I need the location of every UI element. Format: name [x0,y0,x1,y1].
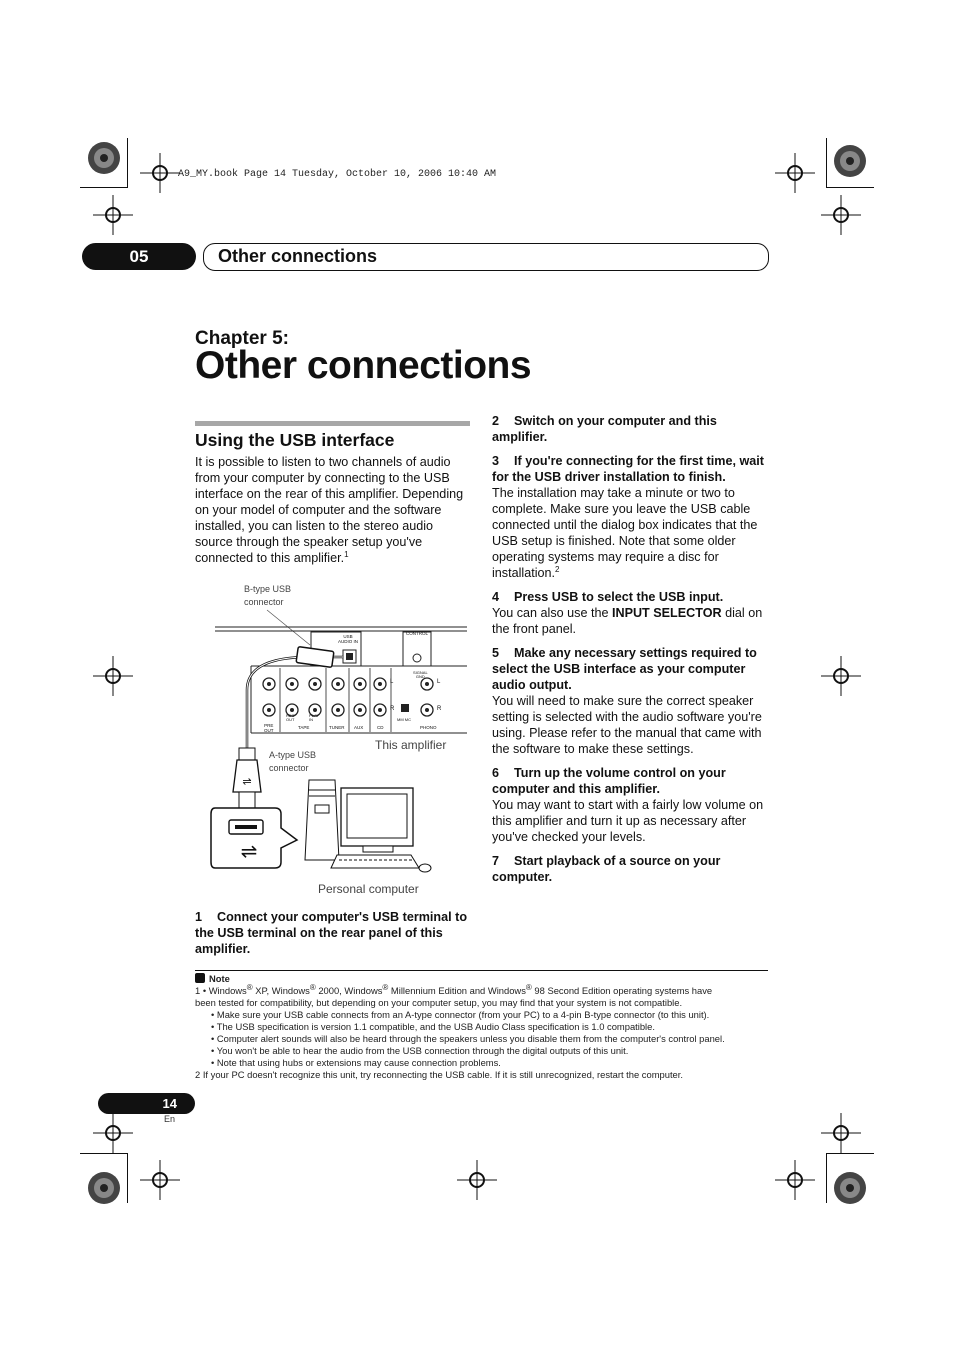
svg-text:⇌: ⇌ [242,775,252,788]
tape-label: TAPE [298,725,310,730]
channel-r-label: R [390,706,395,712]
note-label: Note [209,973,230,984]
crosshair-mark-icon [821,1113,861,1153]
step-number: 2 [492,414,500,428]
svg-text:⇌: ⇌ [240,839,258,863]
step-heading: Start playback of a source on your computer. [492,854,721,884]
crosshair-mark-icon [457,1160,497,1200]
note-pencil-icon [195,973,205,983]
phono-l-label: L [437,679,441,685]
registered-mark: ® [382,982,389,992]
footnote-ref: 1 [344,549,349,559]
step-number: 6 [492,766,500,780]
registered-mark: ® [525,982,532,992]
step-body: You can also use the [492,606,612,620]
step-2 [492,413,768,445]
step-heading: Connect your computer's USB terminal to the USB terminal on the rear panel of this amplifier. [195,910,468,956]
print-timestamp: A9_MY.book Page 14 Tuesday, October 10, 2006 10:40 AM [178,169,497,180]
step-heading: Turn up the volume control on your computer and this amplifier. [492,766,726,796]
step-number: 7 [492,854,500,868]
step-body: The installation may take a minute or two to complete. Make sure you leave the USB cable connected until the dialog box indicates that the USB setup is finished. Note that some older operating systems may require a disc for installation. [492,486,758,580]
registration-starburst-icon [86,1170,122,1206]
registered-mark: ® [246,982,253,992]
note-text: Millennium Edition and Windows [388,985,526,996]
step-number: 4 [492,590,500,604]
step-4-body [492,605,768,637]
crosshair-mark-icon [775,153,815,193]
rec-out-label: REC OUT [286,713,295,722]
btype-connector-label: B-type USB connector [244,584,292,607]
step-3-body [492,485,768,581]
page-number: 14 [162,1096,177,1111]
crosshair-mark-icon [140,153,180,193]
registration-starburst-icon [86,140,122,176]
computer-label: Personal computer [318,882,419,896]
mm-mc-label: MM MC [397,717,411,722]
registration-starburst-icon [832,143,868,179]
step-heading: Press USB to select the USB input. [514,590,724,604]
note-text: 2000, Windows [315,985,383,996]
phono-label: PHONO [420,725,437,730]
aux-label: AUX [354,725,364,730]
intro-paragraph [195,454,471,566]
registered-mark: ® [309,982,316,992]
step-heading: Switch on your computer and this amplifier. [492,414,717,444]
note-bullet: • Computer alert sounds will also be heard through the speakers unless you disable them from the computer's control panel. [211,1033,725,1044]
chapter-label: Chapter 5: [195,328,289,349]
crosshair-mark-icon [93,195,133,235]
note-bullet: • Make sure your USB cable connects from an A-type connector (from your PC) to a 4-pin B-type connector (to this unit). [211,1009,710,1020]
chapter-number-badge: 05 [82,243,196,270]
note-1-line-1 [195,982,768,997]
note-bullet: • The USB specification is version 1.1 compatible, and the USB Audio Class specification is 1.0 compatible. [211,1021,655,1032]
step-number: 1 [195,910,203,924]
page-title: Other connections [195,344,532,387]
note-text: 1 • Windows [195,985,247,996]
note-text: 98 Second Edition operating systems have [531,985,713,996]
note-1-line-2: been tested for compatibility, but depending on your computer setup, you may find that your system is not compatible. [195,997,683,1008]
step-body: dial on the front panel. [492,606,763,636]
step-5 [492,645,768,693]
crosshair-mark-icon [775,1160,815,1200]
intro-text: It is possible to listen to two channels of audio from your computer by connecting to the USB interface on the rear of this amplifier. Depending on your model of computer and the software installed, you can listen to the stereo audio source through the speaker setup you've connected to this amplifier. [195,455,464,565]
amplifier-label: This amplifier [375,738,447,752]
step-1 [195,909,475,957]
step-6-body: You may want to start with a fairly low volume on this amplifier and turn it up as necessary after you've checked your levels. [492,798,764,844]
input-selector-term: INPUT SELECTOR [611,606,722,620]
step-heading: If you're connecting for the first time, wait for the USB driver installation to finish. [492,454,764,484]
note-text: XP, Windows [252,985,310,996]
crosshair-mark-icon [140,1160,180,1200]
language-code: En [164,1114,176,1124]
play-in-label: PLAY IN [309,713,319,722]
step-4 [492,589,768,605]
notes-section [195,970,768,1081]
step-heading: Make any necessary settings required to select the USB interface as your computer audio output. [492,646,757,692]
channel-l-label: L [390,679,394,685]
step-number: 3 [492,454,500,468]
usb-audio-in-label: USB AUDIO IN [338,634,359,644]
steps-column [492,413,768,893]
step-3 [492,453,768,485]
running-chapter-title: Other connections [218,246,378,266]
footnote-ref: 2 [555,564,560,574]
crosshair-mark-icon [93,1113,133,1153]
step-number: 5 [492,646,500,660]
step-7 [492,853,768,885]
page-number-badge [98,1093,195,1114]
section-title: Using the USB interface [195,430,395,450]
pre-out-label: PRE OUT [264,723,274,733]
step-6 [492,765,768,797]
crosshair-mark-icon [821,195,861,235]
note-2: 2 If your PC doesn't recognize this unit, try reconnecting the USB cable. If it is still unrecognized, restart the computer. [195,1069,683,1080]
note-heading [195,973,768,985]
phono-r-label: R [437,706,442,712]
note-bullet: • You won't be able to hear the audio from the USB connection through the digital outputs of this unit. [211,1045,629,1056]
registration-starburst-icon [832,1170,868,1206]
crosshair-mark-icon [821,656,861,696]
crosshair-mark-icon [93,656,133,696]
section-rule [195,421,470,426]
tuner-label: TUNER [329,725,345,730]
signal-gnd-label: SIGNAL GND [413,670,428,679]
note-bullet: • Note that using hubs or extensions may cause connection problems. [211,1057,501,1068]
atype-connector-label: A-type USB connector [269,750,317,773]
control-label: CONTROL [406,631,429,636]
step-5-body: You will need to make sure the correct speaker setting is selected with the audio software you're using. Please refer to the manual that came with the software to make these settings. [492,694,762,756]
cd-label: CD [377,725,384,730]
